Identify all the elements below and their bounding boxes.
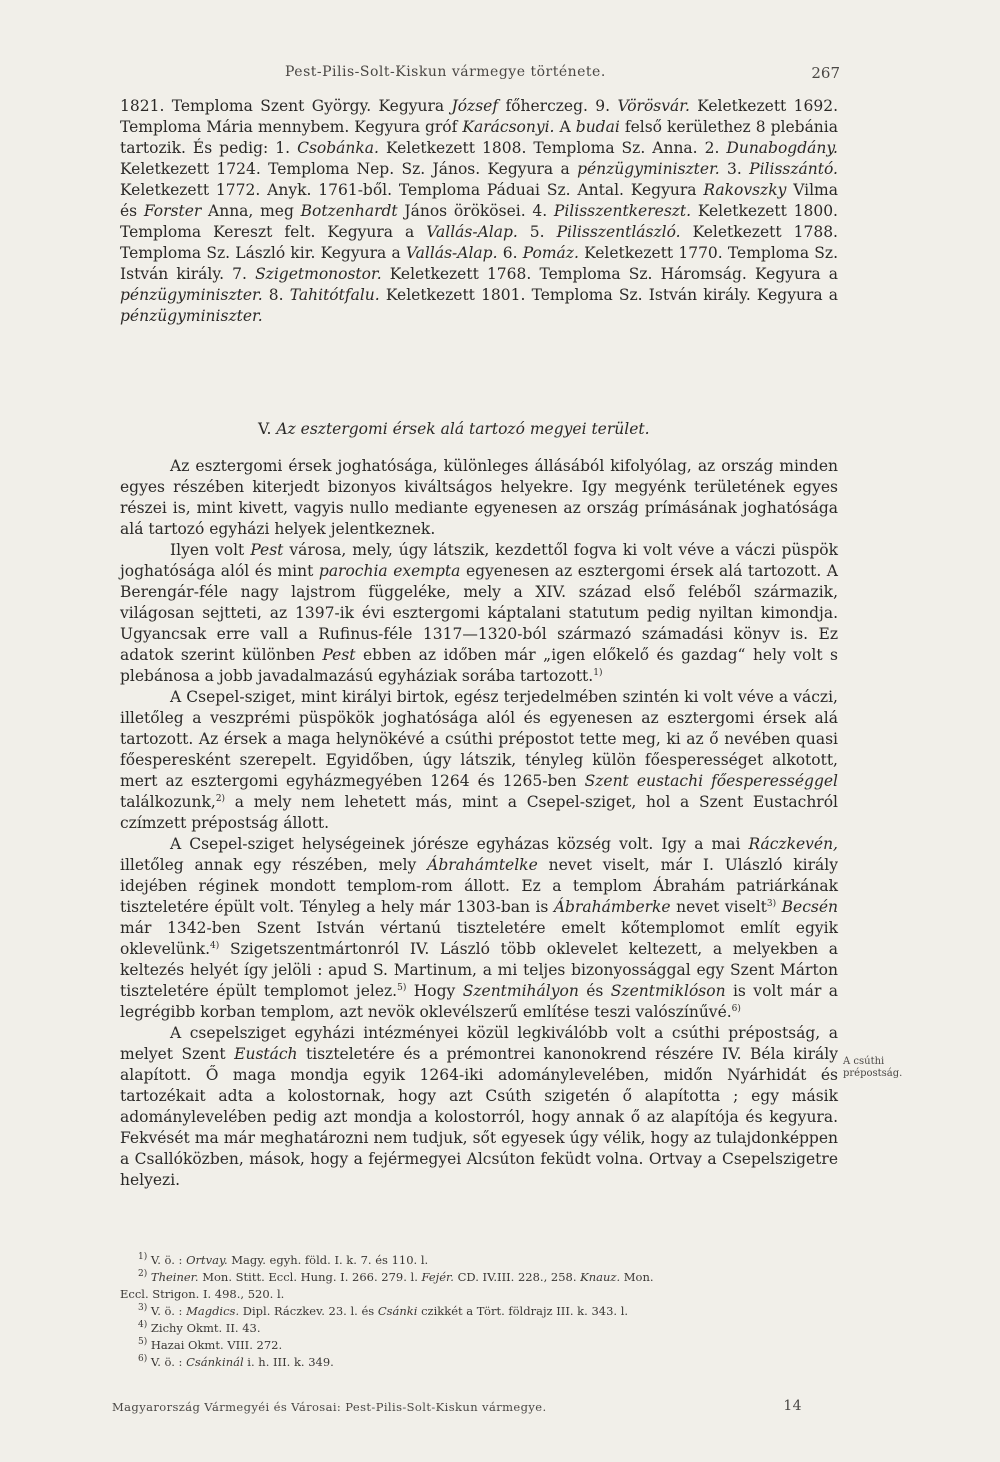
footer-text: Magyarország Vármegyéi és Városai: Pest-Pilis-Solt-Kiskun vármegye.	[112, 1400, 547, 1414]
footnote-6: $^{6)}$ V. ö. : Csánkinál i. h. III. k. 349.	[138, 1354, 334, 1369]
signature-mark: 14	[783, 1398, 802, 1414]
footnote-3: $^{3)}$ V. ö. : Magdics. Dipl. Ráczkev. 23. l. és Csánki czikkét a Tört. földrajz III. k. 343. l.	[138, 1303, 629, 1318]
footnotes	[120, 1252, 838, 1371]
margin-note: A csúthi prépostság.	[843, 1056, 903, 1079]
page-number: 267	[811, 64, 840, 82]
section-title: Az esztergomi érsek alá tartozó megyei terület.	[276, 420, 650, 438]
section-paragraph-2: Ilyen volt Pest városa, mely, úgy látszik, kezdettől fogva ki volt véve a váczi püspök joghatósága alól és mint parochia exempta egyenesen az esztergomi érsek alá tartozott. A Berengár-féle nagy lajstrom függeléke, mely a XIV. század első feléből származik, világosan sejtteti, az 1397-ik évi esztergomi káptalani statutum pedig nyiltan kimondja. Ugyancsak erre vall a Rufinus-féle 1317—1320-ból származó számadási könyv is. Ez adatok szerint különben Pest ebben az időben már „igen előkelő és gazdag“ hely volt s plebánosa a jobb javadalmazású egyháziak sorába tartozott.$^{1)}$	[120, 541, 839, 685]
section-paragraph-1: Az esztergomi érsek joghatósága, különleges állásából kifolyólag, az ország minden egyes részében kiterjedt bizonyos kiváltságos helyekre. Igy megyénk területének egyes részei is, mint kivett, vagyis nullo mediante egyenesen az ország prímásának joghatósága alá tartozó egyházi helyek jelentkeznek.	[120, 457, 838, 538]
paragraph-top	[120, 96, 838, 327]
footnote-1: $^{1)}$ V. ö. : Ortvay. Magy. egyh. föld. I. k. 7. és 110. l.	[138, 1252, 429, 1267]
footnote-2-continued: Eccl. Strigon. I. 498., 520. l.	[120, 1287, 285, 1301]
paragraph-top-text: 1821. Temploma Szent György. Kegyura József főherczeg. 9. Vörösvár. Keletkezett 1692. Temploma Mária mennybem. Kegyura gróf Karácsonyi. A budai felső kerülethez 8 plebánia tartozik. És pedig: 1. Csobánka. Keletkezett 1808. Temploma Sz. Anna. 2. Dunabogdány. Keletkezett 1724. Temploma Nep. Sz. János. Kegyura a pénzügyminiszter. 3. Pilisszántó. Keletkezett 1772. Anyk. 1761-ből. Temploma Páduai Sz. Antal. Kegyura Rakovszky Vilma és Forster Anna, meg Botzenhardt János örökösei. 4. Pilisszentkereszt. Keletkezett 1800. Temploma Kereszt felt. Kegyura a Vallás-Alap. 5. Pilisszentlászló. Keletkezett 1788. Temploma Sz. László kir. Kegyura a Vallás-Alap. 6. Pomáz. Keletkezett 1770. Temploma Sz. István király. 7. Szigetmonostor. Keletkezett 1768. Temploma Sz. Háromság. Kegyura a pénzügyminiszter. 8. Tahitótfalu. Keletkezett 1801. Temploma Sz. István király. Kegyura a pénzügyminiszter.	[120, 97, 838, 325]
section-body	[120, 456, 838, 1191]
section-heading	[258, 420, 650, 438]
footnote-5: $^{5)}$ Hazai Okmt. VIII. 272.	[138, 1337, 283, 1352]
section-number: V.	[258, 420, 272, 438]
section-paragraph-3: A Csepel-sziget, mint királyi birtok, egész terjedelmében szintén ki volt véve a váczi, illetőleg a veszprémi püspökök joghatósága alól és egyenesen az esztergomi érsek alá tartozott. Az érsek a maga helynökévé a csúthi prépostot tette meg, ki az ő nevében quasi főesperesként szerepelt. Egyidőben, úgy látszik, tényleg külön főesperességet alkotott, mert az esztergomi egyházmegyében 1264 és 1265-ben Szent eustachi főesperességgel találkozunk,$^{2)}$ a mely nem lehetett más, mint a Csepel-sziget, hol a Szent Eustachról czímzett prépostság állott.	[120, 688, 838, 832]
running-head-title: Pest-Pilis-Solt-Kiskun vármegye története.	[285, 64, 606, 80]
footnote-2: $^{2)}$ Theiner. Mon. Stitt. Eccl. Hung. I. 266. 279. l. Fejér. CD. IV.III. 228., 258. Knauz. Mon.	[138, 1269, 654, 1284]
section-paragraph-4: A Csepel-sziget helységeinek jórésze egyházas község volt. Igy a mai Ráczkevén, illetőleg annak egy részében, mely Ábrahámtelke nevet viselt, már I. Ulászló király idejében réginek mondott templom-rom állott. Ez a templom Ábrahám patriárkának tiszteletére épült volt. Tényleg a hely már 1303-ban is Ábrahámberke nevet viselt$^{3)}$ Becsén már 1342-ben Szent István vértanú tiszteletére emelt kőtemplomot említ egyik oklevelünk.$^{4)}$ Szigetszentmártonról IV. László több oklevelet keltezett, a melyekben a keltezés helyét így jelöli : apud S. Martinum, a mi teljes bizonyossággal egy Szent Márton tiszteletére épült templomot jelez.$^{5)}$ Hogy Szentmihályon és Szentmiklóson is volt már a legrégibb korban templom, azt nevök oklevélszerű említése teszi valószínűvé.$^{6)}$	[120, 835, 839, 1021]
section-paragraph-5: A csepelsziget egyházi intézményei közül legkiválóbb volt a csúthi prépostság, a melyet Szent Eustách tiszteletére és a prémontrei kanonokrend részére IV. Béla király alapított. Ő maga mondja egyik 1264-iki adománylevelében, midőn Nyárhidát és tartozékait adta a kolostornak, hogy azt Csúth szigetén ő alapította ; egy másik adománylevelében pedig azt mondja a kolostorról, hogy annak ő az alapítója és kegyura. Fekvését ma már meghatározni nem tudjuk, sőt egyesek úgy vélik, hogy az tulajdonképpen a Csallóközben, mások, hogy a fejérmegyei Alcsúton feküdt volna. Ortvay a Csepelszigetre helyezi.	[120, 1024, 838, 1189]
footnote-4: $^{4)}$ Zichy Okmt. II. 43.	[138, 1320, 261, 1335]
page-footer	[112, 1400, 802, 1414]
